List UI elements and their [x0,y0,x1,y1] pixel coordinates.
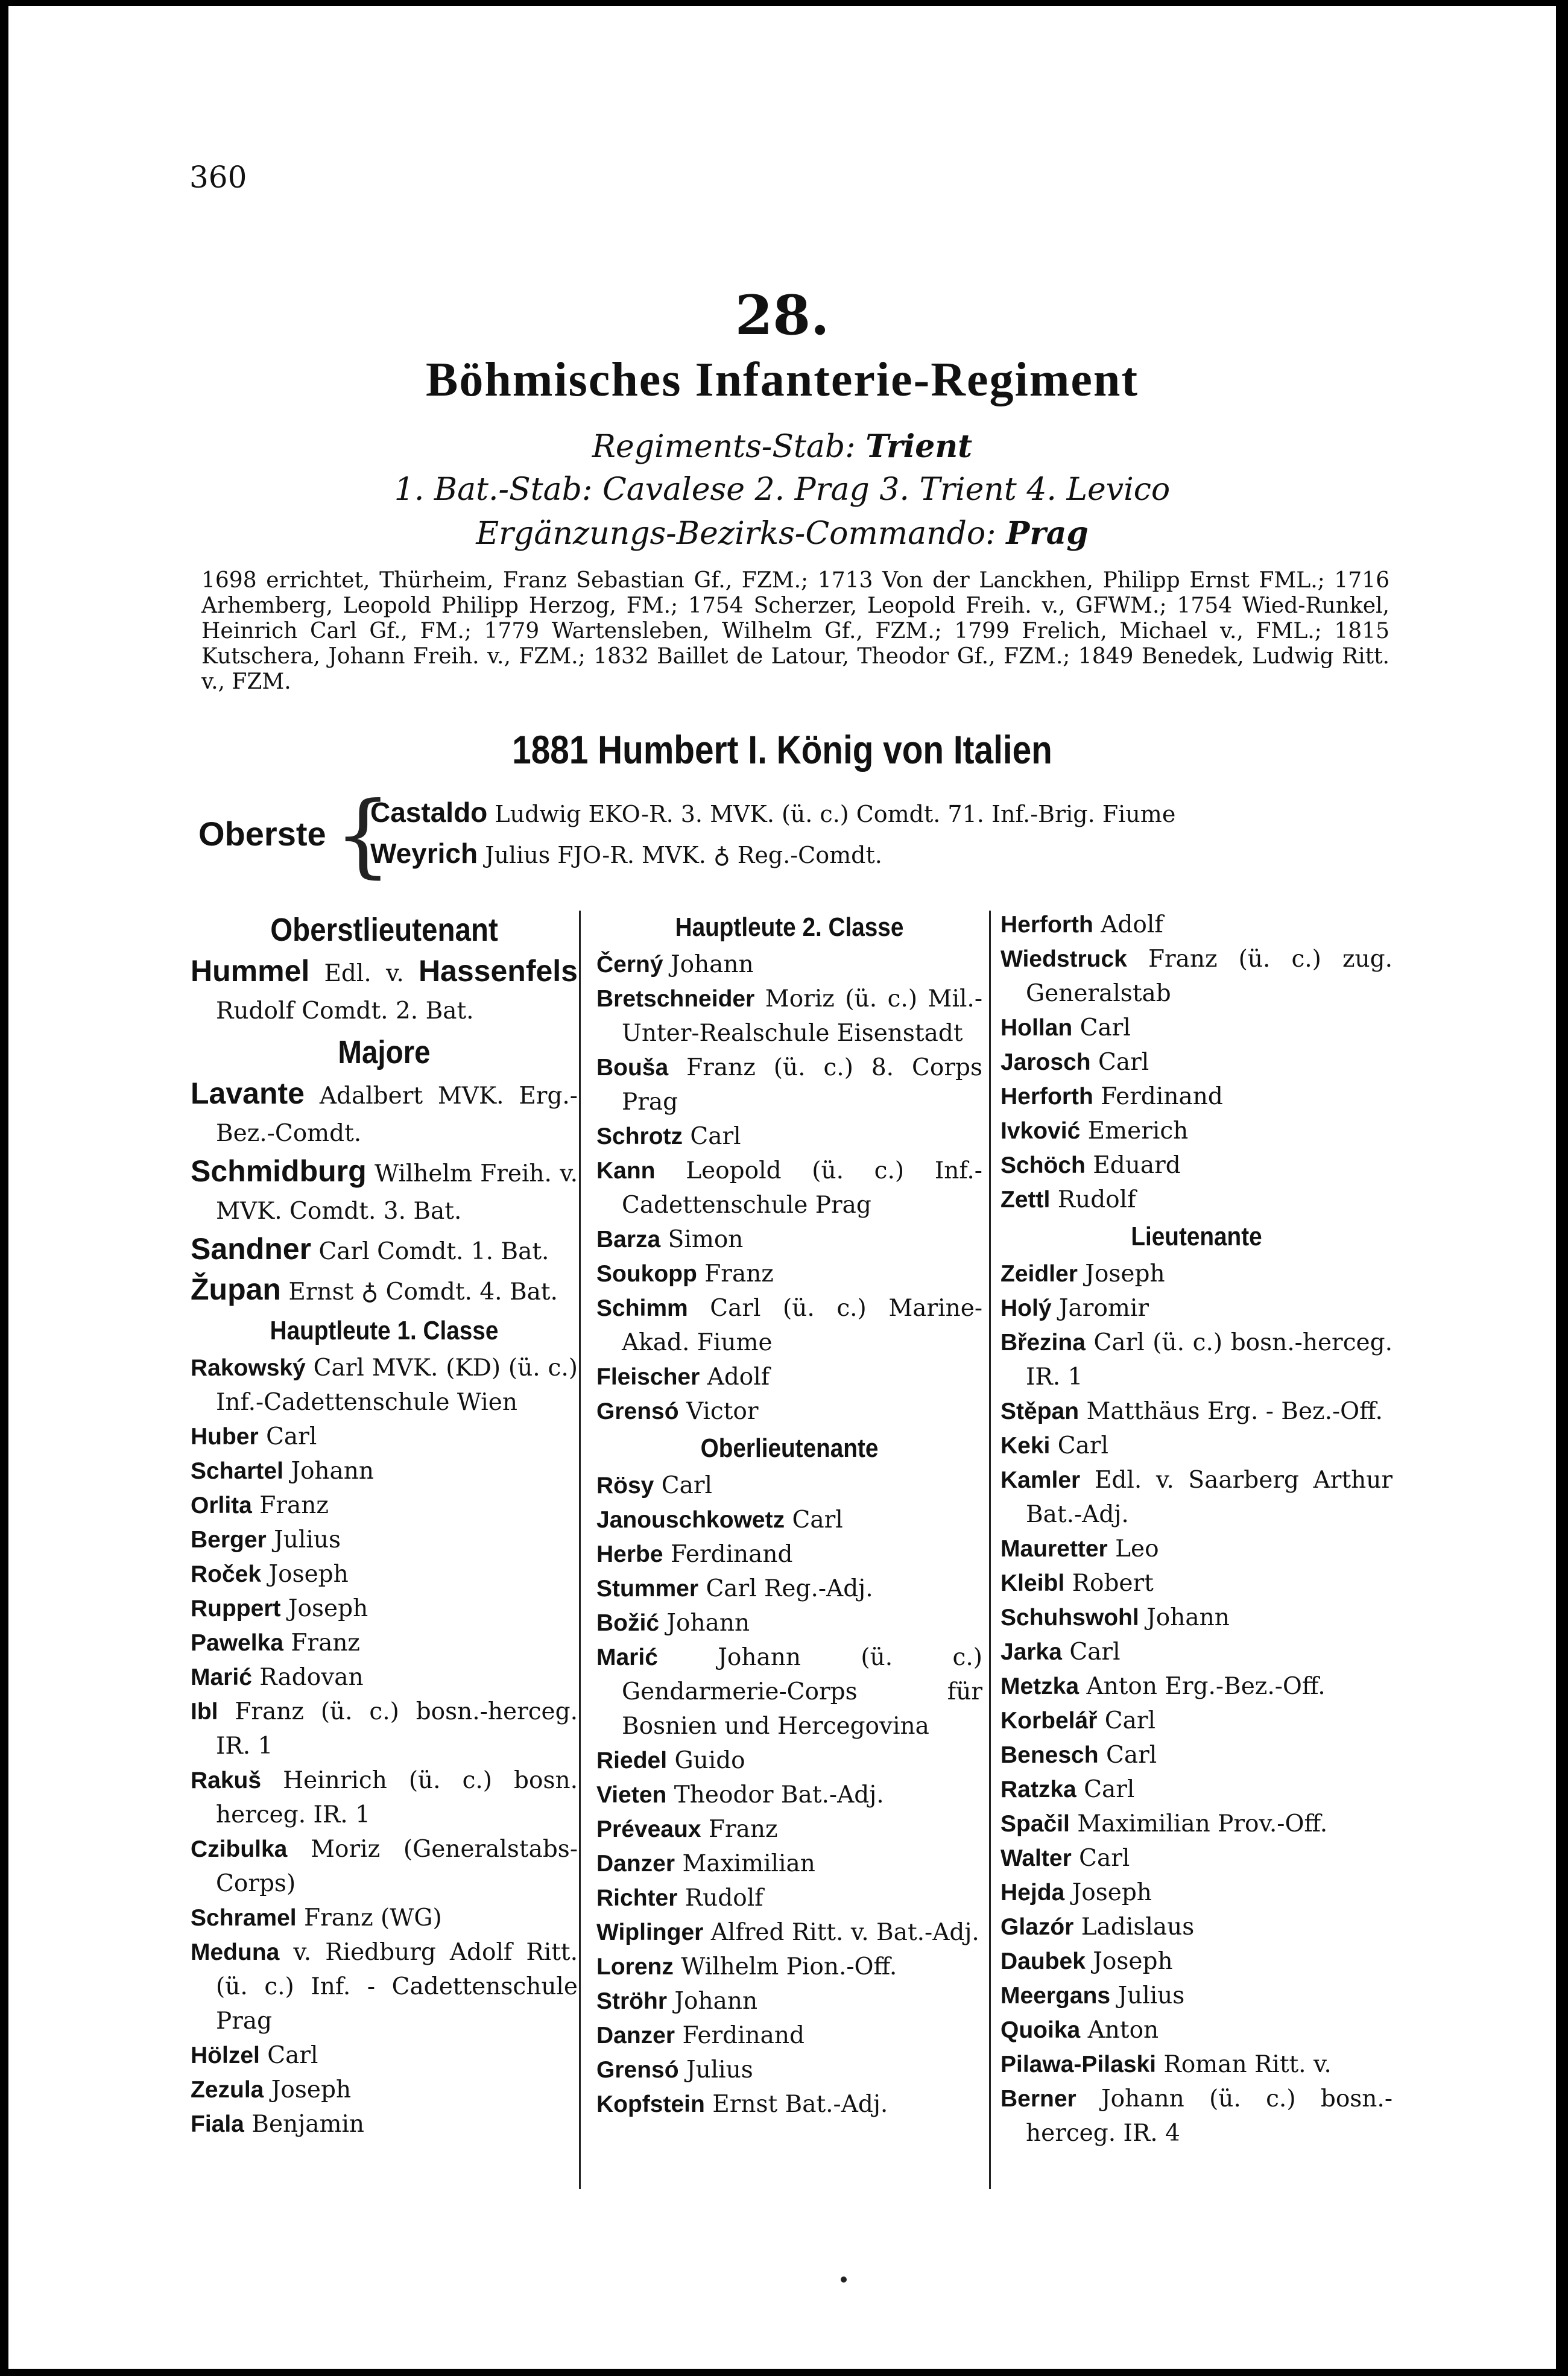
roster-entry [191,1763,578,1832]
entry-details: Johann (ü. c.) Gendarmerie-Corps für Bosnien und Hercegovina [622,1644,982,1740]
roster-entry [191,1075,578,1152]
roster-entry [1001,1532,1393,1566]
roster-entry [596,1154,982,1222]
roster-entry [596,1119,982,1154]
entry-name: Glazór [1001,1914,1074,1940]
roster-entry [1001,1325,1393,1394]
entry-details: Johann [1146,1604,1230,1631]
roster-entry [1001,1841,1393,1875]
erg-label: Ergänzungs-Bezirks-Commando: [476,516,996,552]
roster-entry [1001,1114,1393,1148]
entry-details: Robert [1072,1570,1154,1597]
roster-entry [1001,1635,1393,1669]
entry-details: Franz (ü. c.) 8. Corps Prag [622,1054,982,1116]
entry-name: Holý [1001,1295,1052,1321]
entry-name: Rakowský [191,1355,306,1381]
roster-entry [1001,1291,1393,1325]
entry-name: Meduna [191,1939,280,1965]
entry-name: Sandner [191,1232,312,1266]
entry-details: Johann [291,1458,375,1485]
column-3 [1001,908,1393,2150]
roster-entry [1001,2082,1393,2150]
entry-name: Danzer [596,2023,675,2049]
oberst-entry [370,796,1175,829]
roster-entry [191,1351,578,1420]
entry-name: Korbelář [1001,1708,1098,1734]
entry-name: Černý [596,952,663,978]
entry-name: Herbe [596,1541,663,1567]
entry-name: Schartel [191,1458,283,1484]
entry-details: Carl Comdt. 1. Bat. [318,1238,549,1265]
entry-details: Moriz (Generalstabs-Corps) [216,1836,578,1897]
entry-name: Pawelka [191,1630,283,1656]
roster-entry [596,1222,982,1257]
roster-entry [596,947,982,982]
entry-name: Spačil [1001,1811,1070,1837]
entry-details: Edl. v. Saarberg Arthur Bat.-Adj. [1026,1467,1393,1528]
entry [191,952,578,1030]
entry-name: Župan [191,1272,281,1306]
column-divider [579,911,581,2189]
roster-entry [191,1660,578,1695]
entry-details: Julius [274,1526,341,1553]
entry-details: Maximilian [682,1850,815,1877]
roster-entry [191,2073,578,2107]
entry-details: Leopold (ü. c.) Inf.-Cadettenschule Prag [622,1157,982,1219]
oberlieutenante-cont-list [1001,908,1393,1217]
majore-list [191,1075,578,1311]
entry-details: Moriz (ü. c.) Mil.-Unter-Realschule Eisenstadt [622,985,983,1047]
entry-name: Schuhswohl [1001,1605,1139,1631]
roster-entry [596,1640,982,1743]
entry-name: Kamler [1001,1467,1081,1493]
entry-details: Johann [666,1610,750,1637]
roster-entry [596,1051,982,1119]
entry-name: Zettl [1001,1187,1051,1213]
entry-name: Ströhr [596,1988,667,2014]
roster-entry [1001,1669,1393,1704]
entry-details: Franz (ü. c.) zug. Generalstab [1026,946,1393,1007]
roster-entry [596,1915,982,1950]
entry-name: Wiplinger [596,1919,704,1945]
oberst-details: Julius FJO-R. MVK. ♁ Reg.-Comdt. [485,842,882,868]
stab-label: Regiments-Stab: [592,429,856,465]
entry-name: Lorenz [596,1954,674,1980]
roster-entry [1001,1704,1393,1738]
entry-name: Bretschneider [596,986,755,1012]
roster-entry [1001,908,1393,942]
roster-entry [1001,1738,1393,1772]
entry-name: Jarka [1001,1639,1062,1665]
entry-details: Wilhelm Freih. v. MVK. Comdt. 3. Bat. [216,1160,578,1225]
entry-details: Johann (ü. c.) bosn.-herceg. IR. 4 [1026,2085,1393,2147]
entry-details: Ferdinand [682,2022,805,2049]
roster-entry [191,1454,578,1488]
entry-details: Carl Reg.-Adj. [706,1575,873,1602]
roster-entry [191,1935,578,2038]
entry-name: Mauretter [1001,1536,1108,1562]
entry-details: Rudolf [1057,1186,1136,1213]
roster-entry [1001,1183,1393,1217]
roster-entry [1001,1429,1393,1463]
oberst-name: Castaldo [370,797,488,828]
regiment-number: 28. [735,283,830,347]
entry-details: Julius [686,2056,753,2084]
roster-entry [1001,2013,1393,2047]
entry-name: Danzer [596,1851,675,1877]
heading-oberlieutenante: Oberlieutenante [700,1433,879,1463]
roster-entry [596,2053,982,2087]
roster-entry [596,1257,982,1291]
entry-details: Heinrich (ü. c.) bosn. herceg. IR. 1 [216,1767,578,1828]
roster-entry [1001,1944,1393,1979]
roster-entry [1001,1875,1393,1910]
entry-name: Fleischer [596,1364,700,1390]
entry-details: Franz (WG) [304,1904,442,1932]
entry-name: Kopfstein [596,2091,705,2117]
column-2 [596,908,982,2122]
roster-entry [596,1291,982,1360]
entry-details: Alfred Ritt. v. Bat.-Adj. [710,1919,979,1946]
inhaber-heading: 1881 Humbert I. König von Italien [512,727,1052,772]
roster-entry [191,1695,578,1763]
roster-entry [596,1468,982,1503]
roster-entry [1001,1772,1393,1807]
entry-name: Hummel [191,954,310,988]
entry-details: Joseph [268,1561,349,1588]
entry-details: Wilhelm Pion.-Off. [681,1953,897,1980]
entry-details: Adalbert MVK. Erg.-Bez.-Comdt. [216,1082,578,1147]
entry-name: Herforth [1001,912,1093,938]
entry-details: Franz [708,1816,778,1843]
entry-details: Anton [1087,2017,1159,2044]
entry-details: Carl [1080,1014,1131,1041]
entry-name-2: Hassenfels [418,954,578,988]
entry-name: Czibulka [191,1836,288,1862]
entry-name: Ivković [1001,1118,1081,1144]
column-1 [191,908,578,2141]
entry-details: Joseph [1093,1948,1173,1975]
page-number: 360 [189,160,247,195]
entry-details: Jaromir [1058,1295,1149,1322]
entry-details: Victor [686,1398,759,1425]
entry-name: Berner [1001,2086,1076,2112]
roster-entry [1001,1079,1393,1114]
entry-name: Hollan [1001,1015,1073,1041]
entry-name: Berger [191,1527,267,1553]
erganzungs-line [8,515,1556,552]
entry-name: Hejda [1001,1880,1065,1906]
entry-name: Riedel [596,1748,668,1774]
entry-name: Keki [1001,1433,1051,1459]
entry-details: Carl [266,1423,317,1450]
entry-details: Benjamin [251,2111,365,2138]
entry-name: Jarosch [1001,1049,1091,1075]
entry-name: Kann [596,1158,656,1184]
entry-name: Rakuš [191,1768,262,1793]
roster-entry [596,2018,982,2053]
roster-entry [596,1503,982,1537]
entry-details: Carl [1084,1776,1135,1803]
entry-name: Božić [596,1610,660,1636]
erg-value: Prag [1006,515,1089,552]
entry-details: v. Riedburg Adolf Ritt. (ü. c.) Inf. - Cadettenschule Prag [216,1939,578,2035]
entry-name: Meergans [1001,1983,1111,2009]
heading-lieutenante: Lieutenante [1131,1222,1262,1251]
entry-details: Emerich [1087,1117,1189,1145]
entry-name: Benesch [1001,1742,1099,1768]
entry-details: Joseph [1072,1879,1152,1906]
entry-name: Zeidler [1001,1261,1078,1287]
entry-name: Janouschkowetz [596,1507,785,1533]
regiment-title: Böhmisches Infanterie-Regiment [425,353,1139,406]
entry-name: Grensó [596,1398,679,1424]
roster-entry [596,1743,982,1778]
entry-details: Johann [670,951,754,978]
heading-hauptleute-1: Hauptleute 1. Classe [270,1316,499,1345]
roster-entry [191,1591,578,1626]
entry-details: Ernst Bat.-Adj. [712,2091,888,2118]
entry-details: Carl [1098,1049,1149,1076]
entry-name: Stěpan [1001,1398,1080,1424]
entry-details: Eduard [1093,1152,1181,1179]
roster-entry [191,2038,578,2073]
entry-details: Carl (ü. c.) Marine-Akad. Fiume [622,1295,982,1356]
entry-name: Daubek [1001,1948,1086,1974]
oberst-name: Weyrich [370,838,478,869]
oberste-label: Oberste [198,815,326,853]
column-divider [989,911,991,2189]
entry-details: Theodor Bat.-Adj. [674,1781,884,1809]
entry-name: Březina [1001,1330,1086,1356]
entry-details: Carl [1069,1638,1121,1666]
entry-details: Carl [792,1506,843,1534]
page-dot [841,2276,847,2283]
oberlieutenante-list [596,1468,982,2122]
roster-entry [1001,1257,1393,1291]
roster-entry [1001,1148,1393,1183]
roster-entry [1001,1807,1393,1841]
entry-name: Richter [596,1885,678,1911]
roster-entry [596,1572,982,1606]
roster-entry [596,1360,982,1394]
roster-entry [1001,2047,1393,2082]
roster-entry [596,1778,982,1812]
entry-name: Hölzel [191,2043,260,2068]
entry-name: Schmidburg [191,1154,367,1188]
entry-name: Vieten [596,1782,667,1808]
roster-entry [596,982,982,1051]
entry-details: Simon [668,1226,744,1253]
roster-entry [1001,1011,1393,1045]
roster-entry [191,2107,578,2141]
entry-details: Rudolf [684,1885,763,1912]
roster-entry [191,1152,578,1230]
brace-icon: { [334,783,392,888]
entry-particle: Edl. v. [324,960,404,987]
roster-entry [191,1832,578,1901]
entry-details: Carl [661,1472,712,1499]
entry-name: Fiala [191,2111,244,2137]
heading-oberstlieutenant: Oberstlieutenant [270,912,498,948]
entry-details: Ferdinand [1101,1083,1223,1110]
roster-entry [596,1881,982,1915]
entry-name: Schrotz [596,1123,683,1149]
roster-entry [1001,1566,1393,1600]
entry-details: Maximilian Prov.-Off. [1077,1810,1328,1837]
entry-details: Johann [674,1988,758,2015]
roster-entry [191,1230,578,1271]
entry-details: Joseph [288,1595,368,1622]
document-page [8,6,1556,2369]
entry-name: Ratzka [1001,1777,1076,1803]
roster-entry [596,1812,982,1847]
entry-name: Marić [191,1664,252,1690]
entry-name: Bouša [596,1055,669,1081]
roster-entry [191,1901,578,1935]
roster-entry [191,1488,578,1523]
roster-entry [1001,942,1393,1011]
entry-name: Barza [596,1227,661,1253]
entry-details: Carl [1105,1742,1157,1769]
entry-name: Huber [191,1424,259,1450]
entry-details: Roman Ritt. v. [1163,2051,1332,2078]
roster-entry [191,1557,578,1591]
entry-name: Herforth [1001,1084,1093,1110]
entry-details: Franz [291,1629,360,1657]
entry-name: Schramel [191,1905,297,1931]
heading-majore: Majore [338,1034,431,1070]
entry-details: Matthäus Erg. - Bez.-Off. [1086,1398,1383,1425]
roster-entry [596,1606,982,1640]
entry-details: Ernst ♁ Comdt. 4. Bat. [288,1278,558,1306]
entry-name: Quoika [1001,2017,1081,2043]
entry-name: Ruppert [191,1596,281,1622]
entry-details: Carl [690,1123,741,1150]
hauptleute-1-list [191,1351,578,2141]
roster-entry [191,1523,578,1557]
entry-name: Lavante [191,1076,305,1110]
entry-details: Carl [1104,1707,1156,1734]
regiments-stab-line [8,428,1556,465]
battalions-line: 1. Bat.-Stab: Cavalese 2. Prag 3. Trient 4. Levico [394,472,1171,508]
oberst-details: Ludwig EKO-R. 3. MVK. (ü. c.) Comdt. 71. Inf.-Brig. Fiume [495,801,1176,827]
roster-entry [596,1394,982,1429]
roster-entry [1001,1394,1393,1429]
roster-entry [1001,1979,1393,2013]
entry-details: Carl [1079,1845,1130,1872]
entry-name: Kleibl [1001,1570,1065,1596]
entry-name: Roček [191,1561,262,1587]
entry-details: Carl MVK. (KD) (ü. c.) Inf.-Cadettenschule Wien [216,1354,578,1416]
entry-details: Ladislaus [1081,1913,1195,1941]
roster-entry [596,1950,982,1984]
entry-name: Metzka [1001,1673,1080,1699]
entry-name: Stummer [596,1576,699,1602]
regiment-history: 1698 errichtet, Thürheim, Franz Sebastian Gf., FZM.; 1713 Von der Lanckhen, Philipp Ernst FML.; 1716 Arhemberg, Leopold Philipp Herzog, FM.; 1754 Scherzer, Leopold Freih. v., GFWM.; 1754 Wied-Runkel, Heinrich Carl Gf., FM.; 1779 Wartensleben, Wilhelm Gf., FZM.; 1799 Frelich, Michael v., FML.; 1815 Kutschera, Johann Freih. v., FZM.; 1832 Baillet de Latour, Theodor Gf., FZM.; 1849 Benedek, Ludwig Ritt. v., FZM. [201,568,1389,694]
heading-hauptleute-2: Hauptleute 2. Classe [675,912,904,942]
entry-details: Joseph [1085,1260,1165,1288]
entry-name: Ibl [191,1699,218,1725]
roster-entry [191,1420,578,1454]
entry-name: Pilawa-Pilaski [1001,2052,1156,2077]
roster-entry [596,1537,982,1572]
entry-name: Schöch [1001,1152,1086,1178]
entry-details: Franz (ü. c.) bosn.-herceg. IR. 1 [216,1698,578,1760]
entry-name: Wiedstruck [1001,946,1127,972]
entry-name: Walter [1001,1845,1072,1871]
stab-value: Trient [865,428,973,465]
oberst-entry [370,837,882,870]
entry-details: Adolf [707,1363,770,1391]
entry-name: Schimm [596,1295,688,1321]
entry-name: Marić [596,1645,658,1670]
entry-name: Orlita [191,1493,252,1518]
entry-details: Rudolf Comdt. 2. Bat. [216,997,474,1025]
entry-details: Julius [1118,1982,1185,2009]
hauptleute-2-list [596,947,982,1429]
entry-details: Adolf [1101,911,1163,938]
entry-name: Rösy [596,1473,654,1499]
entry-details: Franz [704,1260,774,1288]
entry-details: Anton Erg.-Bez.-Off. [1086,1673,1326,1700]
roster-entry [596,2087,982,2122]
entry-details: Franz [259,1492,329,1519]
roster-entry [1001,1463,1393,1532]
roster-entry [1001,1910,1393,1944]
entry-name: Soukopp [596,1261,697,1287]
entry-details: Joseph [271,2076,352,2103]
entry-details: Ferdinand [670,1541,793,1568]
roster-entry [191,1271,578,1311]
entry-details: Guido [674,1747,745,1774]
entry-name: Zezula [191,2077,264,2103]
entry-details: Carl [1057,1432,1109,1459]
entry-details: Carl [267,2042,318,2069]
entry-details: Leo [1115,1535,1159,1562]
roster-entry [596,1984,982,2018]
entry-name: Préveaux [596,1816,701,1842]
roster-entry [596,1847,982,1881]
roster-entry [191,1626,578,1660]
lieutenante-list [1001,1257,1393,2150]
entry-name: Grensó [596,2057,679,2083]
roster-entry [1001,1045,1393,1079]
roster-entry [1001,1600,1393,1635]
entry-details: Carl (ü. c.) bosn.-herceg. IR. 1 [1026,1329,1393,1391]
entry-details: Radovan [259,1664,364,1691]
